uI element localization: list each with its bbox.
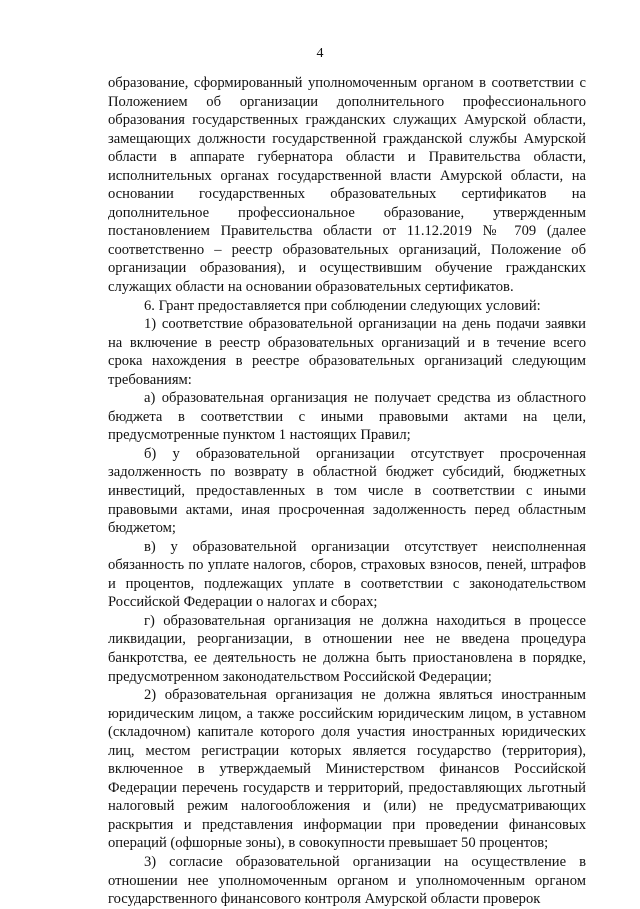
paragraph-clause-6: 6. Грант предоставляется при соблюдении следующих условий:	[144, 297, 541, 314]
paragraph-requirement-b: б) у образовательной организации отсутствует просроченная задолженность по возврату в областной бюджет субсидий, бюджетных инвестиций, предоставленных в том числе в соответствии с иными правовыми актами, иная просроченная задолженность перед областным бюджетом;	[108, 445, 586, 537]
paragraph-condition-1: 1) соответствие образовательной организации на день подачи заявки на включение в реестр образовательных организаций и в течение всего срока нахождения в реестре образовательных организаций следующим требованиям:	[108, 316, 586, 388]
paragraph-intro-continuation: образование, сформированный уполномоченным органом в соответствии с Положением об организации дополнительного профессионального образования государственных гражданских служащих Амурской области, замещающих должности государственной гражданской службы Амурской области в аппарате губернатора области и Правительства области, исполнительных органах государственной власти Амурской области, на основании государственных образовательных сертификатов на дополнительное профессиональное образование, утвержденным постановлением Правительства области от 11.12.2019 № 709 (далее соответственно – реестр образовательных организаций, Положение об организации образования), и осуществившим обучение гражданских служащих области на основании образовательных сертификатов.	[108, 75, 586, 296]
paragraph-condition-3: 3) согласие образовательной организации на осуществление в отношении нее уполномоченным органом и уполномоченным органом государственного финансового контроля Амурской области проверок	[108, 853, 586, 908]
paragraph-requirement-a: а) образовательная организация не получает средства из областного бюджета в соответствии с иными правовыми актами на цели, предусмотренные пунктом 1 настоящих Правил;	[108, 390, 586, 444]
document-body	[108, 74, 586, 909]
paragraph-requirement-v: в) у образовательной организации отсутствует неисполненная обязанность по уплате налогов, сборов, страховых взносов, пеней, штрафов и процентов, подлежащих уплате в соответствии с законодательством Российской Федерации о налогах и сборах;	[108, 538, 586, 611]
paragraph-requirement-g: г) образовательная организация не должна находиться в процессе ликвидации, реорганизации, в отношении нее не введена процедура банкротства, ее деятельность не должна быть приостановлена в порядке, предусмотренном законодательством Российской Федерации;	[108, 612, 586, 685]
page-number: 4	[316, 46, 324, 61]
paragraph-condition-2: 2) образовательная организация не должна являться иностранным юридическим лицом, а также российским юридическим лицом, в уставном (складочном) капитале которого доля участия иностранных юридических лиц, местом регистрации которых является государство (территория), включенное в утверждаемый Министерством финансов Российской Федерации перечень государств и территорий, предоставляющих льготный налоговый режим налогообложения и (или) не предусматривающих раскрытия и представления информации при проведении финансовых операций (офшорные зоны), в совокупности превышает 50 процентов;	[108, 687, 586, 852]
